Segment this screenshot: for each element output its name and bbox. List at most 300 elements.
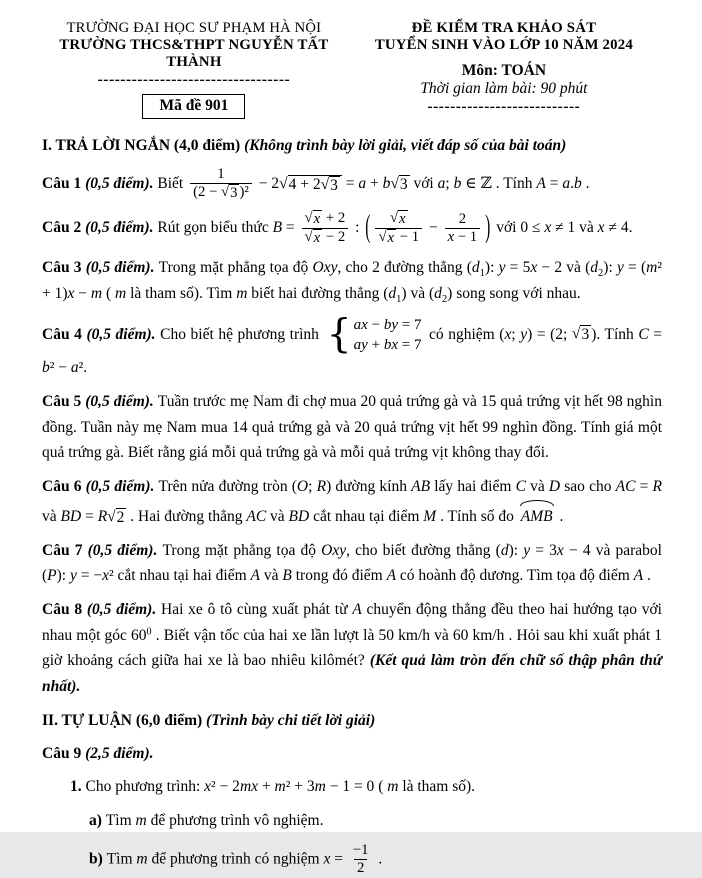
text-run-bold-italic: (Trình bày chi tiết lời giải) — [206, 711, 376, 729]
text-run: song song với nhau. — [452, 284, 581, 302]
fraction-denominator — [190, 183, 252, 202]
text-run-bold-italic: (Kết quả làm tròn đến chữ số thập phân thứ nhất). — [42, 652, 662, 696]
text-run: −1 — [352, 841, 369, 858]
text-run: 3 — [230, 185, 238, 202]
question-3 — [42, 255, 662, 306]
radicand — [329, 176, 340, 195]
text-run: ( — [102, 284, 116, 302]
math-variable: A — [386, 567, 397, 585]
text-run: )² — [239, 184, 249, 201]
school-name: TRƯỜNG THCS&THPT NGUYỄN TẤT THÀNH — [59, 37, 329, 70]
text-run: , cho 2 đường thẳng — [337, 259, 467, 277]
text-run: trong đó điểm — [291, 567, 387, 585]
radicand — [229, 184, 239, 202]
text-run: cắt nhau tại hai điểm — [113, 567, 251, 585]
math-variable: m — [646, 259, 658, 277]
text-run-bold: Câu 9 — [42, 744, 86, 762]
math-variable: b — [453, 174, 462, 192]
math-run — [314, 230, 321, 246]
question-9-item-1 — [70, 774, 662, 800]
square-root — [305, 229, 323, 247]
text-run: Trong mặt phẳng tọa độ — [158, 259, 313, 277]
math-run — [352, 601, 361, 618]
math-run: $(d_2)$ — [428, 284, 453, 305]
math-variable: C — [255, 507, 267, 525]
text-run: . Biết vận tốc của hai xe lần lượt là 50 km/h và 60 km/h . Hỏi sau khi xuất phát 1 giờ khoảng cách giữa hai xe là bao nhiêu kilômét? — [42, 626, 663, 670]
text-run-bold: b) — [89, 850, 107, 868]
math-variable: x — [597, 219, 605, 237]
math-variable: a — [353, 336, 362, 353]
math-variable: A — [536, 174, 546, 192]
math-run: $(d_1)$ — [383, 284, 407, 305]
subscript: 2 — [441, 294, 448, 305]
text-run: có nghiệm — [424, 325, 500, 343]
text-run: là tham số). — [398, 778, 476, 796]
math-variable: x — [399, 211, 406, 228]
text-run-bold: Câu 8 — [42, 600, 87, 618]
math-variable: C — [638, 325, 649, 343]
math-run — [399, 211, 406, 227]
text-run: để phương trình vô nghiệm. — [146, 811, 324, 829]
text-run: để phương trình có nghiệm — [147, 850, 324, 868]
university-name: TRƯỜNG ĐẠI HỌC SƯ PHẠM HÀ NỘI — [66, 20, 322, 36]
exam-subject: Môn: TOÁN — [461, 62, 547, 79]
math-variable: x — [391, 336, 399, 353]
text-run-bold: Câu 6 — [42, 478, 86, 496]
math-run — [289, 508, 310, 525]
math-run: A = a.b — [536, 174, 582, 192]
radical-sign-icon: √ — [304, 210, 313, 227]
radicand — [116, 508, 127, 527]
math-variable: A — [352, 600, 362, 618]
math-variable: y — [616, 259, 624, 277]
exam-code-box-wrap — [42, 88, 346, 119]
text-run-bold-italic: (0,5 điểm). — [87, 541, 163, 559]
math-variable: B — [288, 507, 299, 525]
math-variable: d — [500, 541, 509, 559]
question-9-item-1b — [89, 842, 662, 878]
fraction-numerator — [387, 210, 411, 228]
system-line — [354, 315, 422, 335]
radical-sign-icon: √ — [221, 184, 230, 201]
math-run: ) — [591, 325, 597, 343]
text-run: Trên nửa đường tròn — [158, 478, 292, 496]
math-variable: m — [90, 284, 103, 302]
radical-sign-icon: √ — [320, 175, 330, 193]
text-run-bold-italic: (0,5 điểm). — [85, 219, 158, 237]
question-7 — [42, 538, 662, 589]
radicand — [313, 210, 323, 228]
text-run-bold: Câu 4 — [42, 325, 87, 343]
header-exam-column — [346, 20, 662, 119]
text-run: 1 — [217, 165, 225, 182]
text-run: . Tính — [596, 325, 639, 343]
text-run: với — [492, 219, 521, 237]
math-run — [321, 542, 346, 559]
math-variable: x — [204, 778, 212, 796]
subscript: 1 — [396, 294, 402, 305]
text-run: 2 — [116, 508, 125, 526]
text-run: Biết — [157, 174, 188, 192]
math-run — [423, 508, 436, 525]
fraction-denominator — [375, 228, 422, 247]
right-divider-dashes: --------------------------- — [427, 98, 581, 115]
math-variable: D — [298, 507, 310, 525]
fraction-numerator — [350, 842, 372, 860]
math-variable: x — [556, 541, 564, 559]
text-run: 3 — [399, 175, 408, 193]
question-4 — [42, 311, 662, 381]
superscript: 0 — [146, 626, 152, 638]
text-run: Tìm — [106, 850, 137, 868]
text-run-bold-italic: (Không trình bày lời giải, viết đáp số của bài toán) — [244, 137, 567, 155]
math-variable: x — [387, 230, 395, 247]
math-variable: y — [523, 541, 531, 559]
math-variable: O — [321, 541, 333, 559]
text-run-bold: a) — [89, 811, 106, 829]
text-run: cắt nhau tại điểm — [309, 507, 424, 525]
square-root — [378, 229, 396, 247]
fraction-numerator — [214, 166, 227, 184]
math-variable: m — [136, 850, 148, 868]
math-variable: x — [544, 219, 552, 237]
system-lines — [354, 315, 422, 356]
text-run-bold: Câu 2 — [42, 219, 86, 237]
radical-sign-icon: √ — [571, 325, 581, 343]
math-variable: R — [97, 507, 108, 525]
math-variable: A — [246, 507, 256, 525]
fraction — [375, 210, 422, 247]
math-variable: a — [353, 316, 362, 333]
math-variable: b — [383, 336, 392, 353]
text-run-bold-italic: (0,5 điểm). — [85, 174, 158, 192]
text-run: − — [425, 219, 442, 237]
text-run: − 2 — [254, 174, 280, 192]
fraction-denominator — [354, 859, 367, 878]
math-run: (x; y) = (2; — [499, 325, 572, 343]
exam-duration: Thời gian làm bài: 90 phút — [420, 80, 588, 97]
text-run: Rút gọn biểu thức — [157, 219, 273, 237]
fraction-numerator — [302, 210, 349, 228]
square-root — [390, 175, 409, 194]
text-run: chuyển động thẳng đều theo hai hướng tạo với nhau một góc — [42, 600, 662, 644]
math-run — [387, 778, 398, 795]
math-run: $(d_1)$: y = 5x − 2 — [466, 259, 563, 280]
text-run: và — [406, 284, 429, 302]
math-run — [246, 508, 266, 525]
text-run: ; — [445, 174, 454, 192]
math-run — [516, 478, 526, 495]
math-variable: a — [358, 174, 367, 192]
radical-sign-icon: √ — [304, 229, 313, 246]
radical-sign-icon: √ — [390, 174, 399, 192]
math-variable: D — [69, 507, 82, 525]
math-variable: d — [590, 259, 599, 277]
math-variable: x — [313, 230, 321, 247]
text-run-bold-italic: (0,5 điểm). — [86, 600, 161, 618]
text-run: và — [42, 507, 61, 525]
math-variable: x — [323, 850, 331, 868]
math-variable: m — [239, 778, 252, 796]
math-run — [251, 567, 260, 584]
square-root — [390, 210, 408, 228]
text-run: Trong mặt phẳng tọa độ — [162, 541, 322, 559]
math-run: x² − 2mx + m² + 3m − 1 = 0 — [204, 778, 375, 796]
math-run — [282, 567, 291, 584]
square-root — [279, 175, 342, 195]
square-root — [321, 176, 340, 195]
question-5 — [42, 389, 662, 466]
radical-sign-icon: √ — [389, 210, 399, 227]
exam-header — [42, 20, 662, 119]
math-variable: d — [471, 259, 480, 277]
math-variable: x — [530, 259, 538, 277]
math-run — [115, 285, 126, 302]
math-variable: A — [633, 567, 644, 585]
subscript: 2 — [598, 268, 604, 280]
math-variable: a — [70, 359, 79, 377]
text-run: với — [409, 174, 438, 192]
square-root — [107, 508, 126, 527]
math-run — [549, 478, 560, 495]
math-run — [634, 567, 643, 584]
math-variable: x — [504, 325, 512, 343]
text-run: Cho phương trình: — [85, 778, 205, 796]
math-variable: d — [434, 284, 442, 302]
exam-code-box: Mã đề 901 — [142, 94, 245, 119]
math-variable: b — [573, 174, 582, 192]
radicand — [399, 175, 410, 194]
math-variable: B — [60, 507, 70, 525]
text-run: 2 — [357, 860, 365, 877]
math-run: AC = R — [615, 478, 662, 496]
text-run: và — [266, 507, 289, 525]
text-run-bold: I. TRẢ LỜI NGẮN (4,0 điểm) — [42, 137, 245, 155]
text-run: sao cho — [560, 478, 616, 496]
math-variable: x — [447, 229, 455, 246]
text-run: . — [643, 567, 651, 585]
exam-title-line1: ĐỀ KIỂM TRA KHẢO SÁT — [411, 20, 597, 36]
math-variable: a — [562, 174, 571, 192]
math-variable: x — [323, 259, 331, 277]
math-variable: O — [296, 478, 309, 496]
math-variable: y — [498, 259, 506, 277]
arc-angle — [518, 500, 556, 530]
text-run: và — [562, 259, 586, 277]
text-run: Hai xe ô tô cùng xuất phát từ — [161, 600, 353, 618]
math-variable: R — [316, 478, 327, 496]
radicand — [387, 229, 397, 247]
section-1-heading — [42, 133, 662, 159]
question-9 — [42, 741, 662, 767]
text-run-bold-italic: (0,5 điểm). — [85, 259, 159, 277]
exam-title-line2: TUYỂN SINH VÀO LỚP 10 NĂM 2024 — [374, 37, 633, 53]
math-variable: m — [236, 284, 248, 302]
text-run-bold: Câu 5 — [42, 392, 86, 410]
math-run — [411, 478, 430, 495]
text-run-bold-italic: (2,5 điểm). — [85, 744, 154, 762]
equation-system — [326, 311, 422, 358]
exam-body — [42, 133, 662, 878]
text-run: − 1 — [396, 229, 420, 246]
left-divider-dashes: ---------------------------------- — [97, 71, 291, 88]
math-variable: A — [411, 478, 421, 496]
text-run: . — [555, 507, 564, 525]
radicand — [398, 210, 408, 228]
math-run: C = b² − a². — [42, 325, 662, 377]
fraction-numerator — [456, 211, 469, 229]
math-variable: y — [330, 259, 338, 277]
math-variable: P — [47, 567, 57, 585]
text-run: và parabol — [590, 541, 662, 559]
text-run: và — [260, 567, 283, 585]
math-variable: B — [420, 478, 431, 496]
math-variable: y — [391, 316, 399, 333]
text-run: ( — [374, 778, 388, 796]
text-run-bold: Câu 3 — [42, 259, 86, 277]
math-run: ax − by = 7 — [353, 316, 422, 333]
question-1 — [42, 166, 662, 203]
text-run: 2 — [458, 210, 467, 227]
math-variable: y — [339, 541, 347, 559]
text-run-bold-italic: (0,5 điểm). — [85, 478, 159, 496]
text-run: . Hai đường thẳng — [126, 507, 247, 525]
math-variable: B — [272, 219, 283, 237]
radicand — [313, 229, 323, 247]
math-variable: x — [313, 211, 321, 228]
math-variable: m — [314, 778, 326, 796]
text-run: 4 + 2 — [288, 175, 321, 193]
text-run: ∈ ℤ . Tính — [461, 174, 537, 192]
text-run: . — [581, 174, 590, 192]
math-variable: C — [625, 478, 636, 496]
text-run: 3 — [581, 326, 590, 344]
text-run: − 2 — [322, 229, 346, 246]
radical-sign-icon: √ — [378, 229, 387, 246]
text-run: 3 — [330, 176, 338, 194]
text-run-bold: 1. — [70, 778, 86, 796]
fraction — [445, 211, 481, 247]
fraction — [190, 166, 252, 203]
radicand — [580, 325, 591, 344]
text-run: − 1 — [454, 229, 478, 246]
math-variable: m — [274, 778, 286, 796]
math-run: (P): y = −x² — [42, 567, 114, 585]
math-variable: O — [312, 259, 324, 277]
text-run: . — [374, 850, 383, 868]
math-run — [388, 230, 395, 246]
math-run: (O; R) — [291, 478, 332, 496]
subscript: 1 — [479, 268, 485, 280]
text-run-bold: Câu 1 — [42, 174, 86, 192]
math-variable: m — [135, 811, 147, 829]
math-variable: a — [437, 174, 446, 192]
system-line — [354, 335, 422, 355]
section-2-heading — [42, 708, 662, 734]
text-run: và — [525, 478, 549, 496]
question-2 — [42, 210, 662, 247]
math-run: B = — [272, 219, 299, 237]
math-variable: d — [388, 284, 397, 302]
math-variable: A — [250, 567, 260, 585]
math-variable: y — [520, 325, 528, 343]
math-run: 60 — [131, 626, 147, 644]
text-run-bold: II. TỰ LUẬN (6,0 điểm) — [42, 711, 207, 729]
text-run: Cho biết hệ phương trình — [160, 325, 324, 343]
math-variable: x — [332, 541, 340, 559]
math-run: ay + bx = 7 — [353, 336, 422, 353]
math-variable: M — [423, 507, 437, 525]
big-paren: ( — [365, 210, 371, 245]
text-run-bold-italic: (0,5 điểm). — [86, 325, 161, 343]
math-run — [387, 567, 396, 584]
big-paren: ) — [485, 210, 491, 245]
text-run-bold: Câu 7 — [42, 541, 88, 559]
math-variable: x — [67, 284, 75, 302]
math-run — [313, 259, 338, 276]
text-run: Tìm — [105, 811, 136, 829]
text-run-bold-italic: (0,5 điểm). — [85, 392, 158, 410]
text-run: + 2 — [322, 210, 346, 227]
math-variable: B — [543, 507, 553, 525]
fraction — [350, 842, 372, 878]
math-variable: b — [42, 359, 50, 377]
math-run: (d): y = 3x − 4 — [495, 541, 591, 559]
question-8 — [42, 597, 662, 700]
math-variable: b — [382, 174, 391, 192]
text-run: Tuần trước mẹ Nam đi chợ mua 20 quả trứng gà và 15 quả trứng vịt hết 98 nghìn đồng. Tuần này mẹ Nam mua 14 quả trứng gà và 20 quả trứng vịt hết 99 nghìn đồng. Tính giá một quả trứng gà. Biết rằng giá mỗi quả trứng gà và mỗi quả trứng vịt không thay đổi. — [42, 392, 662, 462]
text-run: . Tính số đo — [436, 507, 518, 525]
math-variable: b — [383, 316, 392, 333]
math-run — [136, 850, 147, 867]
math-run: x = — [323, 850, 347, 868]
question-6 — [42, 474, 662, 529]
text-run: : — [351, 219, 364, 237]
math-variable: M — [530, 507, 544, 525]
math-run — [236, 285, 247, 302]
text-run: có hoành độ dương. Tìm tọa độ điểm — [396, 567, 634, 585]
math-variable: A — [520, 507, 531, 525]
math-variable: D — [548, 478, 561, 496]
math-run — [136, 812, 147, 829]
radical-sign-icon: √ — [279, 174, 288, 192]
text-run: và — [575, 219, 598, 237]
text-run: đường kính — [331, 478, 412, 496]
math-variable: A — [615, 478, 626, 496]
text-run: biết hai đường thẳng — [247, 284, 384, 302]
square-root — [572, 325, 591, 344]
math-variable: x — [251, 778, 259, 796]
math-run: $(d_2)$: y = (m² + 1)x − m — [42, 259, 662, 302]
math-variable: y — [361, 336, 368, 353]
math-variable: y — [69, 567, 77, 585]
math-variable: m — [115, 284, 127, 302]
math-variable: m — [387, 778, 399, 796]
fraction-denominator — [302, 228, 349, 247]
square-root — [221, 184, 239, 202]
math-variable: x — [361, 316, 368, 333]
radical-sign-icon: √ — [107, 507, 116, 525]
system-brace-icon: { — [326, 311, 352, 358]
math-run: BD = R — [60, 507, 108, 525]
text-run: là tham số). Tìm — [126, 284, 237, 302]
math-variable: B — [282, 567, 292, 585]
math-run: = a + b — [341, 174, 391, 192]
math-run — [314, 211, 321, 227]
text-run: , cho biết đường thẳng — [346, 541, 496, 559]
header-school-column — [42, 20, 346, 119]
text-run: (2 − — [193, 184, 222, 201]
